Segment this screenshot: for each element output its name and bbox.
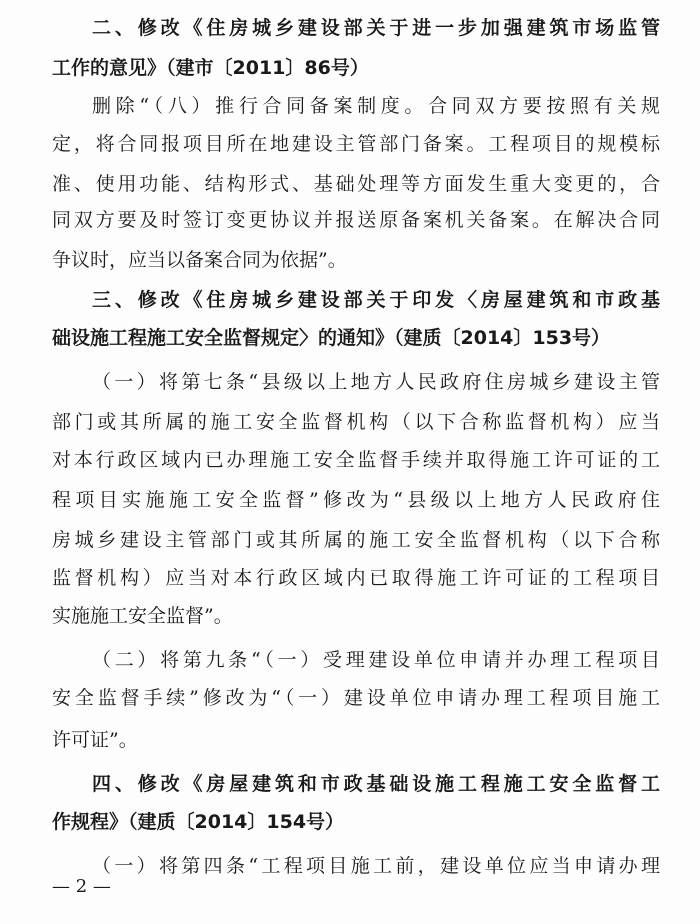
paragraph-line: 争议时，应当以备案合同为依据”。 [52, 249, 347, 271]
paragraph-line: 部门或其所属的施工安全监督机构（以下合称监督机构）应当 [52, 411, 660, 433]
paragraph-line: 安全监督手续”修改为“（一）建设单位申请办理工程项目施工 [52, 687, 660, 709]
section-heading-line: 二、修改《住房城乡建设部关于进一步加强建筑市场监管 [92, 17, 660, 39]
section-heading-line: 作规程》（建质〔2014〕154号） [52, 811, 345, 833]
section-heading-line: 础设施工程施工安全监督规定〉的通知》（建质〔2014〕153号） [52, 327, 611, 349]
page-number: — 2 — [52, 876, 111, 897]
paragraph-line: （二）将第九条“（一）受理建设单位申请并办理工程项目 [92, 649, 660, 671]
section-heading-line: 工作的意见》（建市〔2011〕86号） [52, 57, 369, 79]
section-heading-line: 四、修改《房屋建筑和市政基础设施工程施工安全监督工 [92, 773, 660, 795]
paragraph-line: 删除“（八）推行合同备案制度。合同双方要按照有关规 [92, 95, 660, 117]
paragraph-line: 准、使用功能、结构形式、基础处理等方面发生重大变更的，合 [52, 173, 660, 195]
paragraph-line: 对本行政区域内已办理施工安全监督手续并取得施工许可证的工 [52, 449, 660, 471]
paragraph-line: 同双方要及时签订变更协议并报送原备案机关备案。在解决合同 [52, 209, 660, 231]
paragraph-line: （一）将第四条“工程项目施工前，建设单位应当申请办理 [92, 855, 660, 877]
paragraph-line: 许可证”。 [52, 729, 138, 751]
paragraph-line: 实施施工安全监督”。 [52, 605, 233, 627]
paragraph-line: （一）将第七条“县级以上地方人民政府住房城乡建设主管 [92, 371, 660, 393]
section-heading-line: 三、修改《住房城乡建设部关于印发〈房屋建筑和市政基 [92, 289, 660, 311]
paragraph-line: 监督机构）应当对本行政区域内已取得施工许可证的工程项目 [52, 567, 660, 589]
paragraph-line: 房城乡建设主管部门或其所属的施工安全监督机构（以下合称 [52, 529, 660, 551]
paragraph-line: 定，将合同报项目所在地建设主管部门备案。工程项目的规模标 [52, 133, 660, 155]
paragraph-line: 程项目实施施工安全监督”修改为“县级以上地方人民政府住 [52, 489, 660, 511]
